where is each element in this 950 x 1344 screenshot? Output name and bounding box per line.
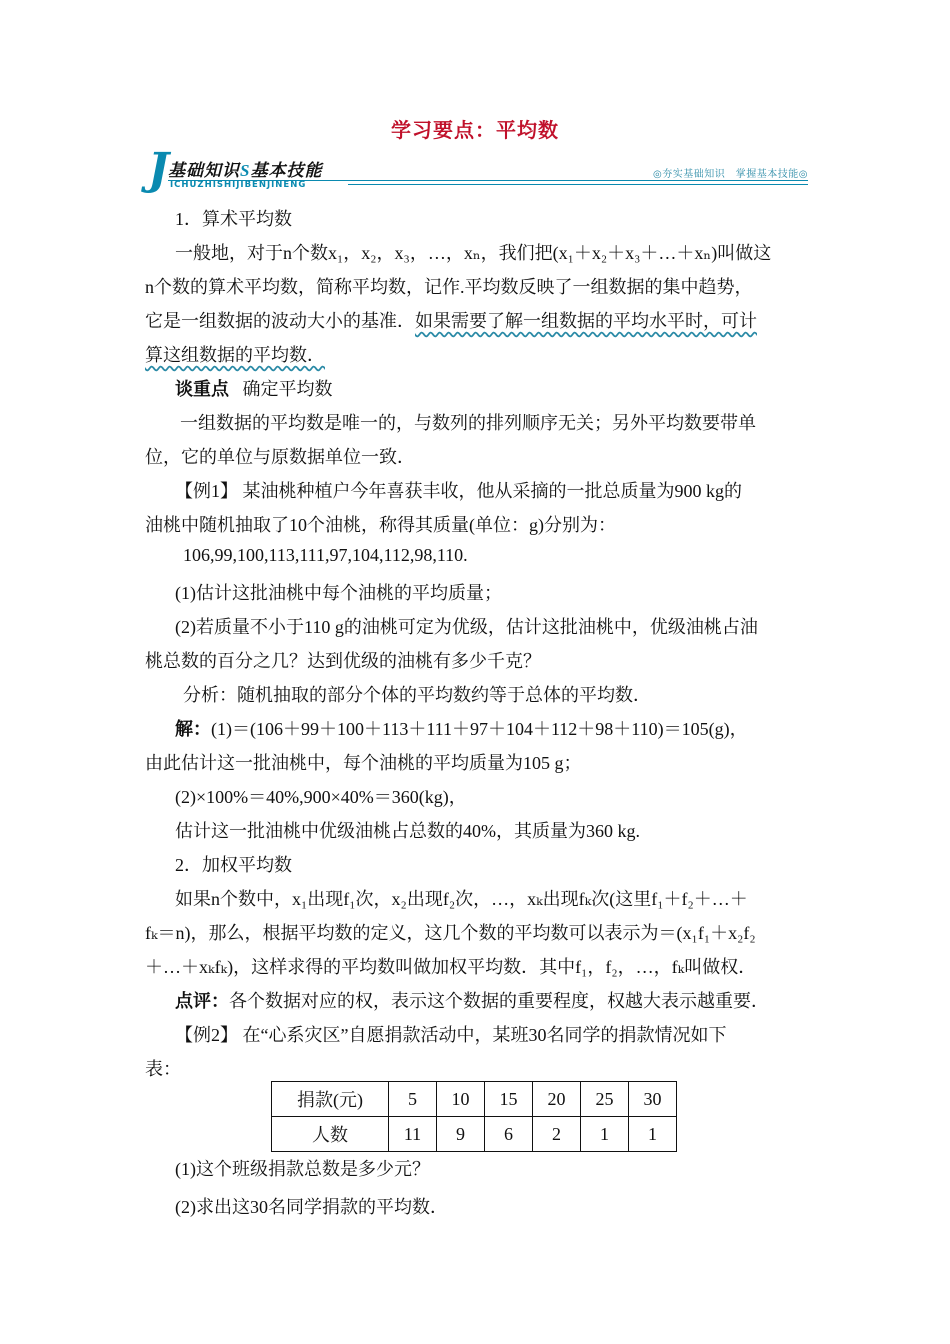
example-1-statement: 【例1】 某油桃种植户今年喜获丰收，他从采摘的一批总质量为900 kg的 [175,481,742,501]
banner-letter: J [148,144,169,195]
paragraph-line: 如果n个数中，x₁出现f₁次，x₂出现f₂次，…，xₖ出现fₖ次(这里f₁＋f₂＋…＋ [175,889,748,909]
section-heading-weighted-mean: 2．加权平均数 [175,855,292,875]
comment-label: 点评： [175,991,229,1011]
banner-separator: S [240,161,251,180]
solution-line: (2)×100%＝40%,900×40%＝360(kg)， [175,787,467,807]
focus-title: 确定平均数 [242,379,333,399]
paragraph-line [145,341,325,367]
paragraph-line: 一组数据的平均数是唯一的，与数列的排列顺序无关；另外平均数要带单 [180,413,756,433]
question-1: (1)这个班级捐款总数是多少元？ [175,1159,430,1179]
banner-motto: ◎夯实基础知识 掌握基本技能◎ [653,169,808,180]
solution-line [175,715,748,741]
table-cell: 2 [533,1117,581,1152]
table-cell: 30 [629,1082,677,1117]
comment-text: 各个数据对应的权，表示这个数据的重要程度，权越大表示越重要． [229,991,769,1011]
comment-line [175,987,769,1013]
paragraph-line: fₖ＝n)，那么，根据平均数的定义，这几个数的平均数可以表示为＝(x₁f₁＋x₂f₂ [145,923,756,943]
banner-rule-thin [348,184,808,185]
paragraph-line: n个数的算术平均数，简称平均数，记作.平均数反映了一组数据的集中趋势， [145,277,753,297]
solution-label: 解： [175,719,211,739]
paragraph-line: 油桃中随机抽取了10个油桃，称得其质量(单位：g)分别为： [145,515,616,535]
example-2-statement: 【例2】 在“心系灾区”自愿捐款活动中，某班30名同学的捐款情况如下 [175,1025,727,1045]
paragraph-line: 一般地，对于n个数x₁，x₂，x₃，…，xₙ，我们把(x₁＋x₂＋x₃＋…＋xₙ)叫做这 [175,243,772,263]
paragraph-line [145,307,757,333]
table-cell: 20 [533,1082,581,1117]
table-cell: 25 [581,1082,629,1117]
question-1: (1)估计这批油桃中每个油桃的平均质量； [175,583,502,603]
banner-pinyin: ICHUZHISHIJIBENJINENG [170,180,307,190]
paragraph-line: ＋…＋xₖfₖ)，这样求得的平均数叫做加权平均数．其中f₁，f₂，…，fₖ叫做权． [145,957,757,977]
table-cell: 1 [581,1117,629,1152]
example-1-data: 106,99,100,113,111,97,104,112,98,110. [183,545,468,565]
table-row [272,1117,677,1152]
analysis: 分析：随机抽取的部分个体的平均数约等于总体的平均数． [183,685,651,705]
solution-text: (1)＝(106＋99＋100＋113＋111＋97＋104＋112＋98＋110)＝105(g)， [211,719,748,739]
table-header-cell: 捐款(元) [272,1082,389,1117]
emphasized-text: 如果需要了解一组数据的平均水平时，可计 [415,311,757,331]
table-cell: 6 [485,1117,533,1152]
banner-category-1: 基础知识 [168,161,240,180]
section-banner [148,144,808,196]
page-title: 学习要点：平均数 [391,120,559,142]
banner-rule [168,180,808,181]
table-cell: 10 [437,1082,485,1117]
banner-category-2: 基本技能 [250,161,323,180]
paragraph-line: 表： [145,1059,181,1079]
emphasized-text: 算这组数据的平均数． [145,345,325,365]
solution-line: 由此估计这一批油桃中，每个油桃的平均质量为105 g； [145,753,582,773]
donation-table [271,1081,677,1152]
focus-heading [175,375,333,401]
table-cell: 11 [389,1117,437,1152]
table-cell: 1 [629,1117,677,1152]
section-heading-arithmetic-mean: 1．算术平均数 [175,209,292,229]
question-2: (2)若质量不小于110 g的油桃可定为优级，估计这批油桃中，优级油桃占油 [175,617,758,637]
table-cell: 9 [437,1117,485,1152]
table-header-cell: 人数 [272,1117,389,1152]
paragraph-line: 桃总数的百分之几？达到优级的油桃有多少千克？ [145,651,541,671]
table-row [272,1082,677,1117]
paragraph-line: 位，它的单位与原数据单位一致． [145,447,415,467]
banner-category [168,156,322,181]
table-cell: 5 [389,1082,437,1117]
paragraph-text: 它是一组数据的波动大小的基准． [145,311,415,331]
solution-line: 估计这一批油桃中优级油桃占总数的40%，其质量为360 kg. [175,821,640,841]
question-2: (2)求出这30名同学捐款的平均数． [175,1197,448,1217]
table-cell: 15 [485,1082,533,1117]
focus-label: 谈重点 [175,379,229,399]
